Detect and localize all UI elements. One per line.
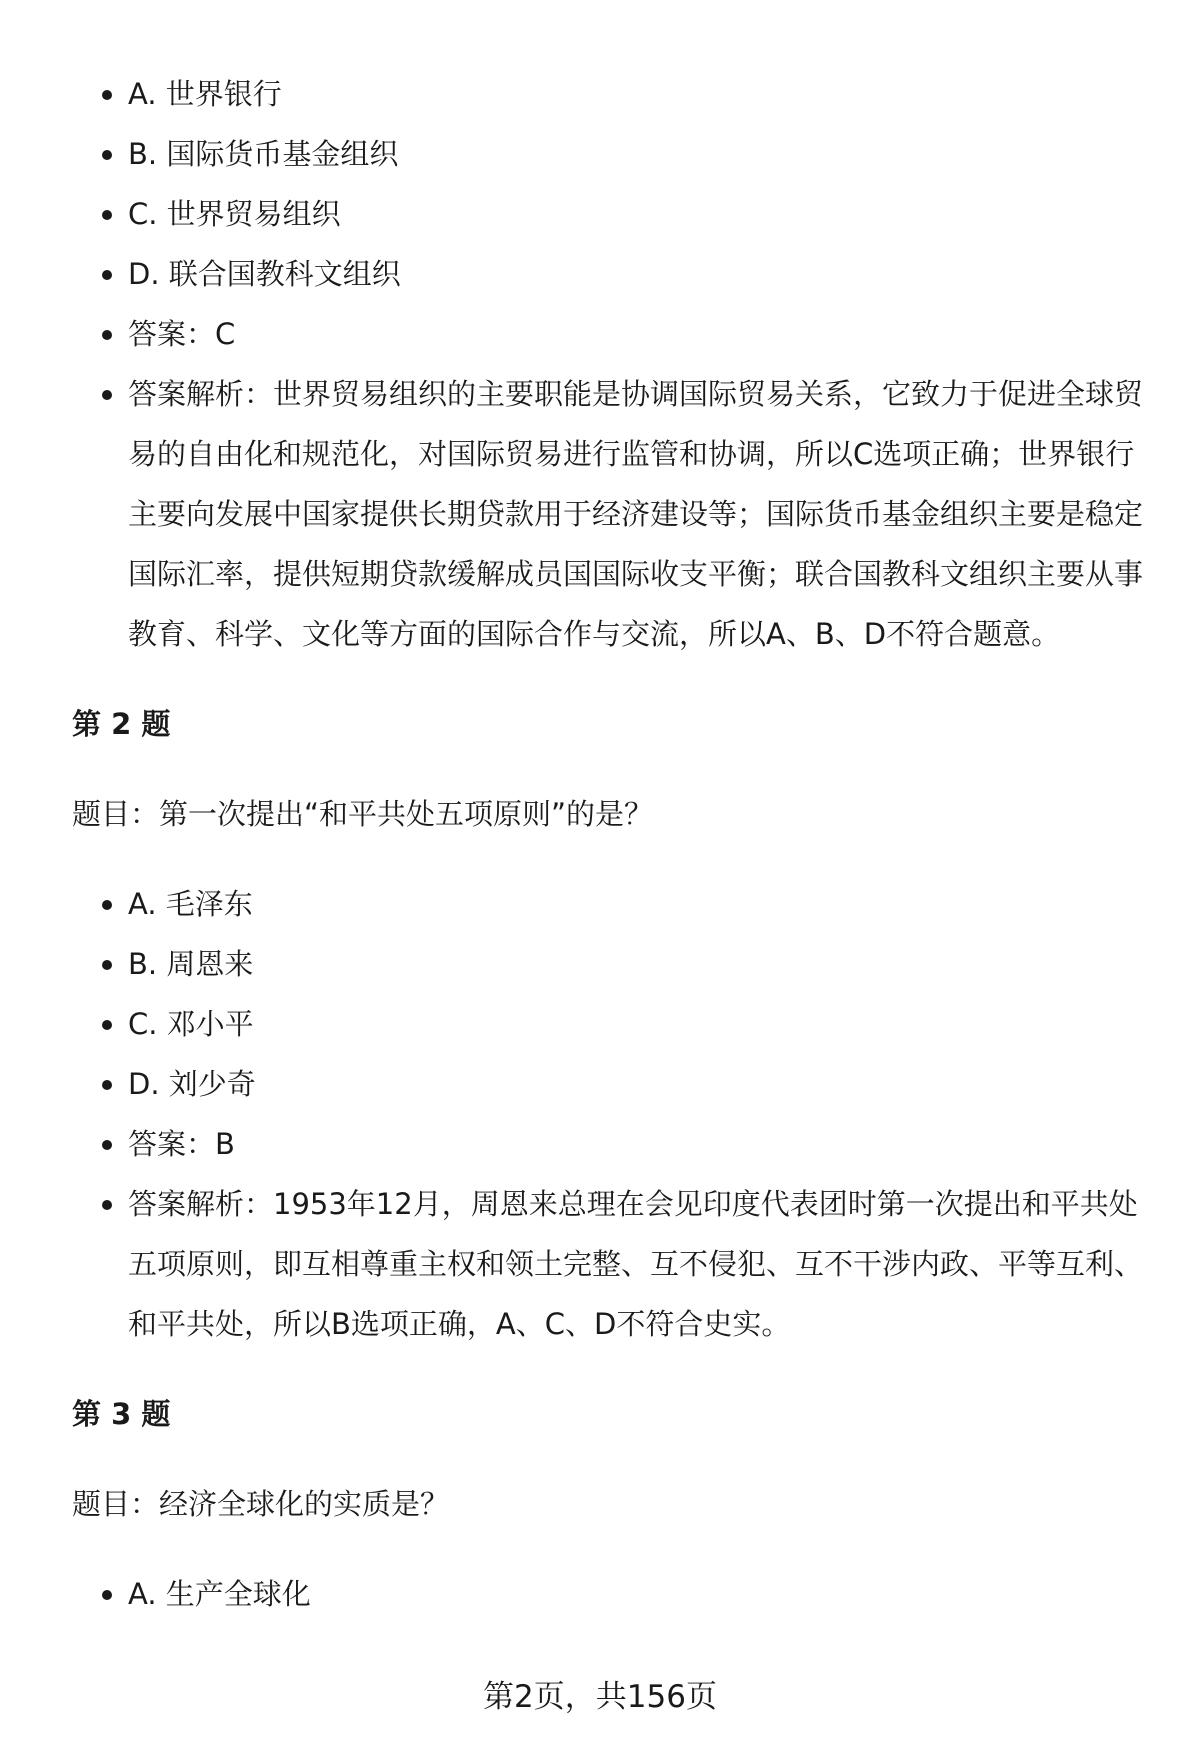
q1-option-a: A. 世界银行: [72, 64, 1152, 124]
spacer: [72, 664, 1152, 694]
spacer: [72, 754, 1152, 784]
q2-analysis: 答案解析：1953年12月，周恩来总理在会见印度代表团时第一次提出和平共处五项原则，即互相尊重主权和领土完整、互不侵犯、互不干涉内政、平等互利、和平共处，所以B选项正确，A、C、D不符合史实。: [72, 1174, 1152, 1354]
q2-question: 题目：第一次提出“和平共处五项原则”的是？: [72, 797, 654, 831]
spacer: [72, 1354, 1152, 1384]
q2-option-a: A. 毛泽东: [72, 874, 1152, 934]
q1-analysis: 答案解析：世界贸易组织的主要职能是协调国际贸易关系，它致力于促进全球贸易的自由化和规范化，对国际贸易进行监管和协调，所以C选项正确；世界银行主要向发展中国家提供长期贷款用于经济建设等；国际货币基金组织主要是稳定国际汇率，提供短期贷款缓解成员国国际收支平衡；联合国教科文组织主要从事教育、科学、文化等方面的国际合作与交流，所以A、B、D不符合题意。: [72, 364, 1152, 664]
q3-heading: 第 3 题: [72, 1397, 171, 1431]
q1-option-list: [72, 64, 1152, 664]
q2-option-d: D. 刘少奇: [72, 1054, 1152, 1114]
q1-answer: 答案：C: [72, 304, 1152, 364]
q2-option-list: [72, 874, 1152, 1354]
spacer: [72, 1444, 1152, 1474]
spacer: [72, 1534, 1152, 1564]
q1-option-c: C. 世界贸易组织: [72, 184, 1152, 244]
spacer: [72, 844, 1152, 874]
q3-option-list: [72, 1564, 1152, 1624]
q2-option-b: B. 周恩来: [72, 934, 1152, 994]
q2-option-c: C. 邓小平: [72, 994, 1152, 1054]
page-footer: 第2页，共156页: [483, 1679, 717, 1715]
q1-option-b: B. 国际货币基金组织: [72, 124, 1152, 184]
q3-question: 题目：经济全球化的实质是？: [72, 1487, 450, 1521]
q2-heading: 第 2 题: [72, 707, 171, 741]
document-content: [72, 64, 1152, 1624]
q1-option-d: D. 联合国教科文组织: [72, 244, 1152, 304]
q3-option-a: A. 生产全球化: [72, 1564, 1152, 1624]
q2-answer: 答案：B: [72, 1114, 1152, 1174]
